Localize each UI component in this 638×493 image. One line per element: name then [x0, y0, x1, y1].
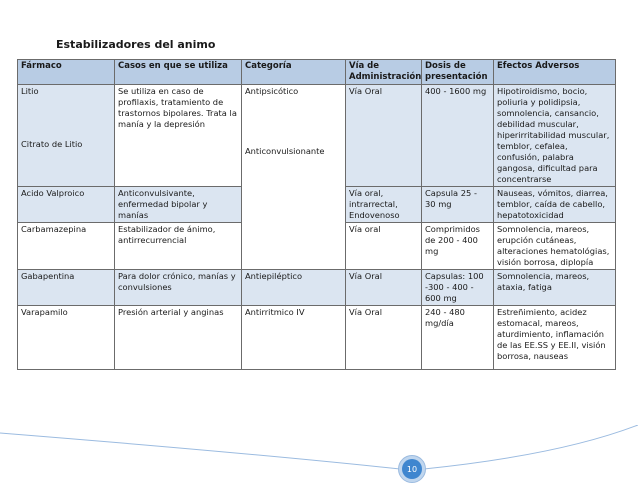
cell-farmaco: [18, 85, 115, 187]
page-number-badge: [398, 455, 426, 483]
categoria-antipsicotico: Antipsicótico: [245, 86, 299, 96]
page-title: Estabilizadores del animo: [56, 38, 216, 51]
cell-farmaco: Carbamazepina: [18, 223, 115, 270]
cell-casos: Presión arterial y anginas: [115, 306, 242, 370]
cell-dosis: Comprimidos de 200 - 400 mg: [422, 223, 494, 270]
farmaco-litio: Litio: [21, 86, 39, 96]
header-dosis: Dosis de presentación: [422, 60, 494, 85]
cell-efectos: Somnolencia, mareos, ataxia, fatiga: [494, 270, 616, 306]
cell-casos: Se utiliza en caso de profilaxis, tratamiento de trastornos bipolares. Trata la manía y la depresión: [115, 85, 242, 187]
header-farmaco: Fármaco: [18, 60, 115, 85]
cell-dosis: 400 - 1600 mg: [422, 85, 494, 187]
cell-efectos: Nauseas, vómitos, diarrea, temblor, caída de cabello, hepatotoxicidad: [494, 187, 616, 223]
cell-dosis: Capsulas: 100 -300 - 400 - 600 mg: [422, 270, 494, 306]
header-efectos: Efectos Adversos: [494, 60, 616, 85]
cell-via: Vía oral, intrarrectal, Endovenoso: [346, 187, 422, 223]
categoria-anticonvulsionante: Anticonvulsionante: [245, 146, 325, 156]
cell-categoria: [242, 85, 346, 270]
cell-categoria: Antiepiléptico: [242, 270, 346, 306]
cell-via: Vía Oral: [346, 85, 422, 187]
table-header-row: [18, 60, 616, 85]
header-categoria: Categoría: [242, 60, 346, 85]
cell-efectos: Estreñimiento, acidez estomacal, mareos, aturdimiento, inflamación de las EE.SS y EE.II, visión borrosa, nauseas: [494, 306, 616, 370]
cell-casos: Anticonvulsivante, enfermedad bipolar y manías: [115, 187, 242, 223]
header-via: Vía de Administración: [346, 60, 422, 85]
table-row: [18, 270, 616, 306]
cell-farmaco: Varapamilo: [18, 306, 115, 370]
header-casos: Casos en que se utiliza: [115, 60, 242, 85]
cell-casos: Estabilizador de ánimo, antirrecurrencial: [115, 223, 242, 270]
cell-farmaco: Acido Valproico: [18, 187, 115, 223]
table-row: [18, 306, 616, 370]
cell-categoria: Antirritmico IV: [242, 306, 346, 370]
page-number: 10: [402, 459, 422, 479]
table-row: [18, 85, 616, 187]
cell-casos: Para dolor crónico, manías y convulsiones: [115, 270, 242, 306]
cell-dosis: Capsula 25 - 30 mg: [422, 187, 494, 223]
cell-efectos: Hipotiroidismo, bocio, poliuria y polidipsia, somnolencia, cansancio, debilidad muscular, hiperirritabilidad muscular, temblor, cefalea, confusión, palabra gangosa, dificultad para concentrarse: [494, 85, 616, 187]
cell-via: Vía oral: [346, 223, 422, 270]
cell-farmaco: Gabapentina: [18, 270, 115, 306]
cell-via: Vía Oral: [346, 306, 422, 370]
cell-via: Vía Oral: [346, 270, 422, 306]
footer-decoration: [0, 425, 638, 493]
cell-efectos: Somnolencia, mareos, erupción cutáneas, alteraciones hematológias, visión borrosa, diplopía: [494, 223, 616, 270]
cell-dosis: 240 - 480 mg/día: [422, 306, 494, 370]
drug-table: [17, 59, 616, 370]
farmaco-citrato: Citrato de Litio: [21, 139, 83, 149]
